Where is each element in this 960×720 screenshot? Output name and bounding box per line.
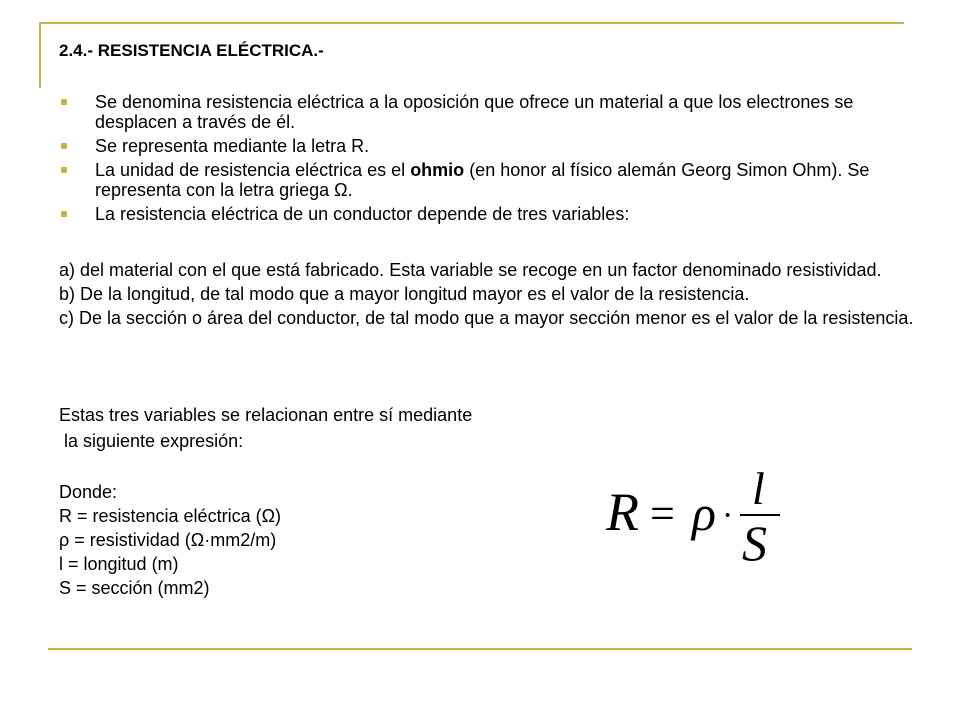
formula-numerator: l [752,463,765,514]
definitions [59,480,281,600]
square-bullet-icon [61,211,67,217]
intro-line: la siguiente expresión: [59,431,244,451]
bullet-bold-term: ohmio [410,160,465,180]
bullet-text: Se representa mediante la letra R. [95,136,370,156]
resistance-formula [600,458,800,568]
slide-title: 2.4.- RESISTENCIA ELÉCTRICA.- [59,41,324,60]
definition-item: R = resistencia eléctrica (Ω) [59,506,282,526]
slide-bottom-rule [48,648,912,650]
bullet-text [95,160,869,200]
formula-rho: ρ [692,485,716,541]
square-bullet-icon [61,143,67,149]
formula-equals: = [650,489,675,538]
square-bullet-icon [61,167,67,173]
formula-lhs: R [606,482,639,542]
formula-denominator: S [742,515,767,568]
bullet-text: Se denomina resistencia eléctrica a la oposición que ofrece un material a que los electrones se desplacen a través de él. [95,92,854,132]
slide-top-rule [39,22,904,24]
bullet-item [59,92,929,132]
variable-item: a) del material con el que está fabricado. Esta variable se recoge en un factor denominado resistividad. [59,260,882,280]
variable-item: b) De la longitud, de tal modo que a mayor longitud mayor es el valor de la resistencia. [59,284,750,304]
definition-item: S = sección (mm2) [59,578,210,598]
formula-graphic [600,458,800,568]
intro-line: Estas tres variables se relacionan entre sí mediante [59,405,473,425]
definition-item: ρ = resistividad (Ω·mm2/m) [59,530,277,550]
variable-item: c) De la sección o área del conductor, de tal modo que a mayor sección menor es el valor de la resistencia. [59,308,914,328]
variables-list [59,260,939,332]
bullet-item [59,204,929,224]
bullet-text-part: (en honor al físico alemán Georg Simon Ohm). Se representa con la letra griega Ω. [95,160,870,200]
bullet-list [59,92,929,228]
slide-left-rule [39,22,41,88]
bullet-item [59,136,929,156]
expression-intro [59,402,619,454]
formula-dot: · [722,497,734,534]
square-bullet-icon [61,99,67,105]
bullet-text: La resistencia eléctrica de un conductor depende de tres variables: [95,204,630,224]
definition-item: l = longitud (m) [59,554,179,574]
bullet-item [59,160,929,200]
definitions-heading: Donde: [59,482,118,502]
bullet-text-part: La unidad de resistencia eléctrica es el [95,160,411,180]
